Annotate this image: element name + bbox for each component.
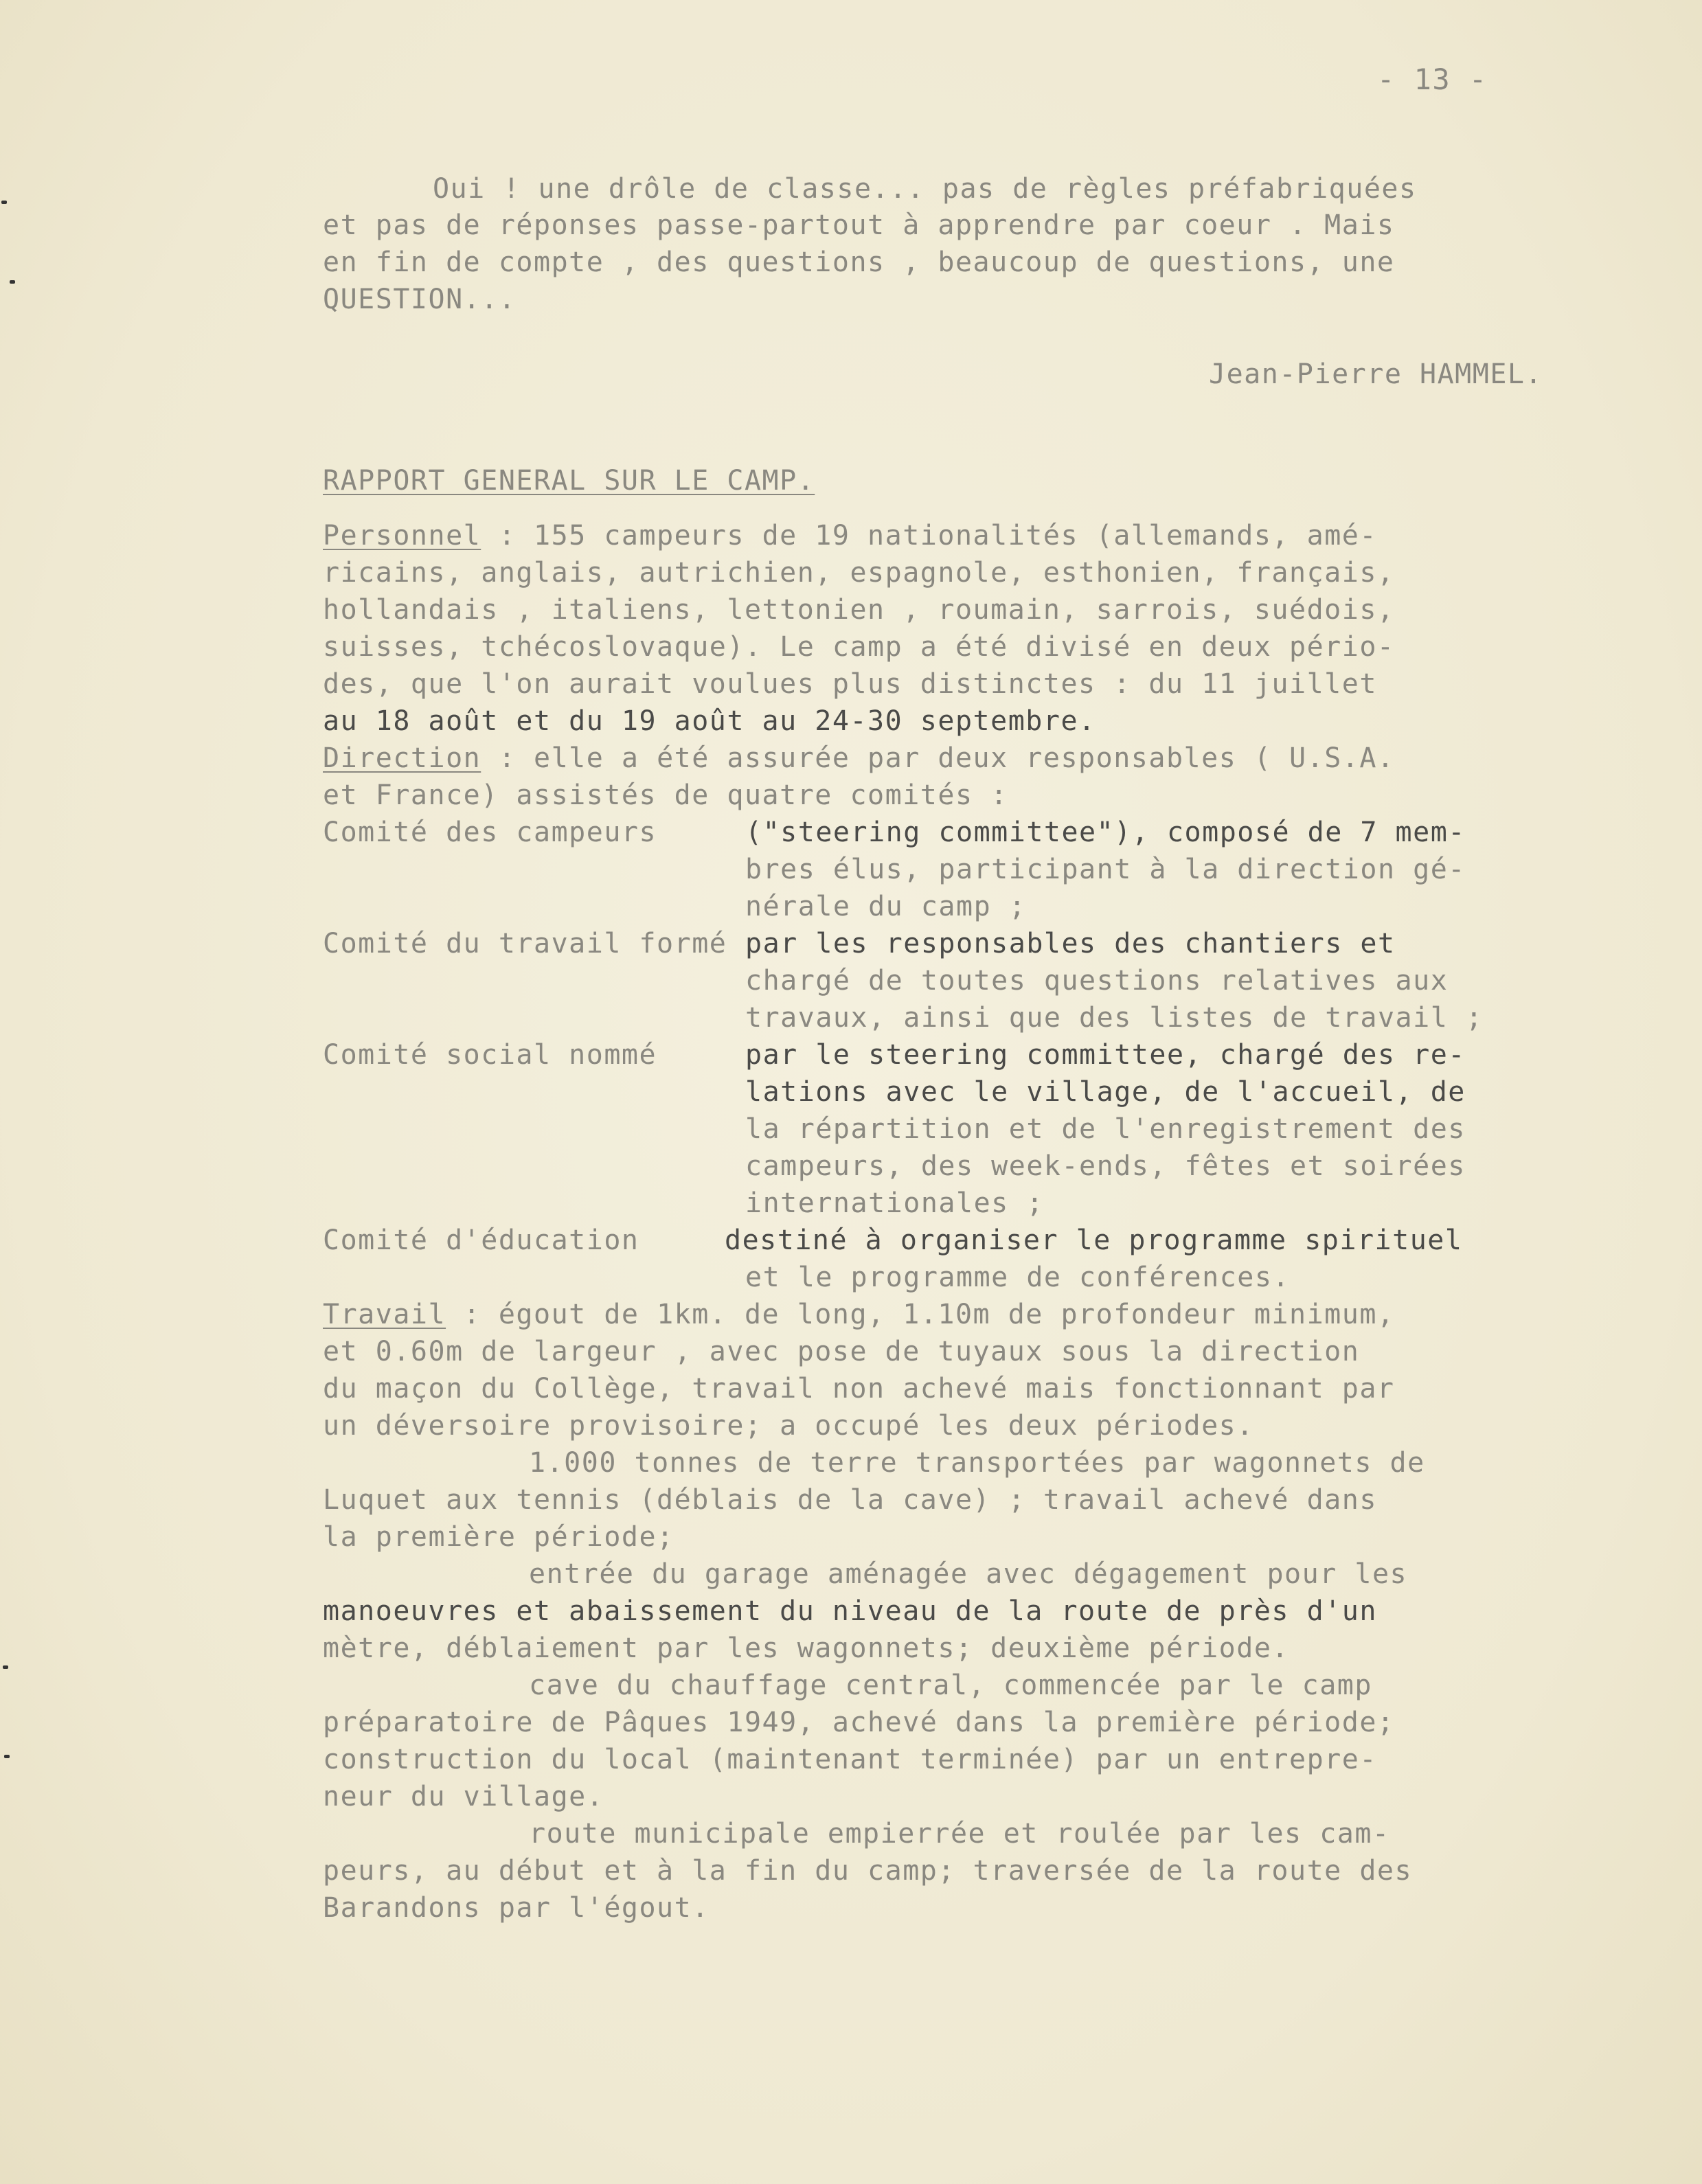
travail-line: un déversoire provisoire; a occupé les deux périodes. bbox=[323, 1410, 1254, 1442]
comite-text: par le steering committee, chargé des re- bbox=[745, 1039, 1466, 1071]
binding-mark bbox=[10, 280, 15, 284]
travail-line bbox=[323, 1301, 1395, 1328]
direction-line: et France) assistés de quatre comités : bbox=[323, 780, 1008, 811]
cave-line: construction du local (maintenant terminée) par un entrepre- bbox=[323, 1744, 1377, 1775]
travail-line: et 0.60m de largeur , avec pose de tuyaux sous la direction bbox=[323, 1336, 1360, 1367]
comite-label: Comité social nommé bbox=[323, 1039, 657, 1071]
route-line: route municipale empierrée et roulée par les cam- bbox=[529, 1818, 1390, 1850]
route-line: peurs, au début et à la fin du camp; traversée de la route des bbox=[323, 1855, 1413, 1887]
intro-line: en fin de compte , des questions , beaucoup de questions, une bbox=[323, 247, 1395, 278]
cave-line: cave du chauffage central, commencée par le camp bbox=[529, 1670, 1372, 1701]
binding-mark bbox=[1, 201, 7, 204]
comite-label: Comité d'éducation bbox=[323, 1225, 639, 1256]
personnel-line bbox=[323, 522, 1377, 549]
comite-text: travaux, ainsi que des listes de travail ; bbox=[745, 1002, 1484, 1034]
direction-text: : elle a été assurée par deux responsables ( U.S.A. bbox=[481, 742, 1395, 774]
comite-text: ("steering committee"), composé de 7 mem- bbox=[745, 817, 1466, 848]
signature: Jean-Pierre HAMMEL. bbox=[1209, 359, 1543, 390]
comite-text: chargé de toutes questions relatives aux bbox=[745, 965, 1449, 997]
personnel-line: suisses, tchécoslovaque). Le camp a été divisé en deux pério- bbox=[323, 631, 1395, 663]
route-line: Barandons par l'égout. bbox=[323, 1892, 710, 1924]
page-number: - 13 - bbox=[1377, 62, 1488, 96]
comite-text: internationales ; bbox=[745, 1187, 1044, 1219]
personnel-line: hollandais , italiens, lettonien , roumain, sarrois, suédois, bbox=[323, 594, 1395, 626]
binding-mark bbox=[3, 1665, 8, 1669]
travail-line: du maçon du Collège, travail non achevé mais fonctionnant par bbox=[323, 1373, 1395, 1404]
comite-text: et le programme de conférences. bbox=[745, 1262, 1291, 1293]
comite-text: bres élus, participant à la direction gé- bbox=[745, 854, 1466, 885]
personnel-text: : 155 campeurs de 19 nationalités (allemands, amé- bbox=[481, 520, 1377, 551]
direction-label: Direction bbox=[323, 742, 481, 774]
report-title: RAPPORT GENERAL SUR LE CAMP. bbox=[323, 465, 815, 497]
binding-mark bbox=[4, 1755, 10, 1758]
cave-line: neur du village. bbox=[323, 1781, 604, 1812]
personnel-line: des, que l'on aurait voulues plus distinctes : du 11 juillet bbox=[323, 668, 1377, 700]
garage-line: mètre, déblaiement par les wagonnets; deuxième période. bbox=[323, 1633, 1290, 1664]
personnel-line: au 18 août et du 19 août au 24-30 septembre. bbox=[323, 705, 1096, 737]
comite-label: Comité du travail formé bbox=[323, 928, 727, 959]
comite-text: destiné à organiser le programme spirituel bbox=[725, 1225, 1463, 1256]
comite-text: la répartition et de l'enregistrement des bbox=[745, 1113, 1466, 1145]
intro-line: et pas de réponses passe-partout à apprendre par coeur . Mais bbox=[323, 209, 1395, 241]
intro-line: Oui ! une drôle de classe... pas de règles préfabriquées bbox=[433, 173, 1417, 205]
terre-line: 1.000 tonnes de terre transportées par wagonnets de bbox=[529, 1447, 1425, 1479]
comite-text: par les responsables des chantiers et bbox=[745, 928, 1396, 959]
terre-line: la première période; bbox=[323, 1521, 674, 1553]
garage-line: manoeuvres et abaissement du niveau de la route de près d'un bbox=[323, 1595, 1377, 1627]
cave-line: préparatoire de Pâques 1949, achevé dans la première période; bbox=[323, 1707, 1395, 1738]
comite-text: campeurs, des week-ends, fêtes et soirées bbox=[745, 1150, 1466, 1182]
terre-line: Luquet aux tennis (déblais de la cave) ; travail achevé dans bbox=[323, 1484, 1377, 1516]
comite-text: nérale du camp ; bbox=[745, 891, 1027, 922]
personnel-line: ricains, anglais, autrichien, espagnole, esthonien, français, bbox=[323, 557, 1395, 589]
travail-text: : égout de 1km. de long, 1.10m de profondeur minimum, bbox=[446, 1299, 1395, 1330]
garage-line: entrée du garage aménagée avec dégagement pour les bbox=[529, 1558, 1408, 1590]
comite-text: lations avec le village, de l'accueil, de bbox=[745, 1076, 1466, 1108]
intro-line: QUESTION... bbox=[323, 284, 517, 315]
travail-label: Travail bbox=[323, 1299, 446, 1330]
direction-line bbox=[323, 744, 1395, 772]
personnel-label: Personnel bbox=[323, 520, 481, 551]
comite-label: Comité des campeurs bbox=[323, 817, 657, 848]
